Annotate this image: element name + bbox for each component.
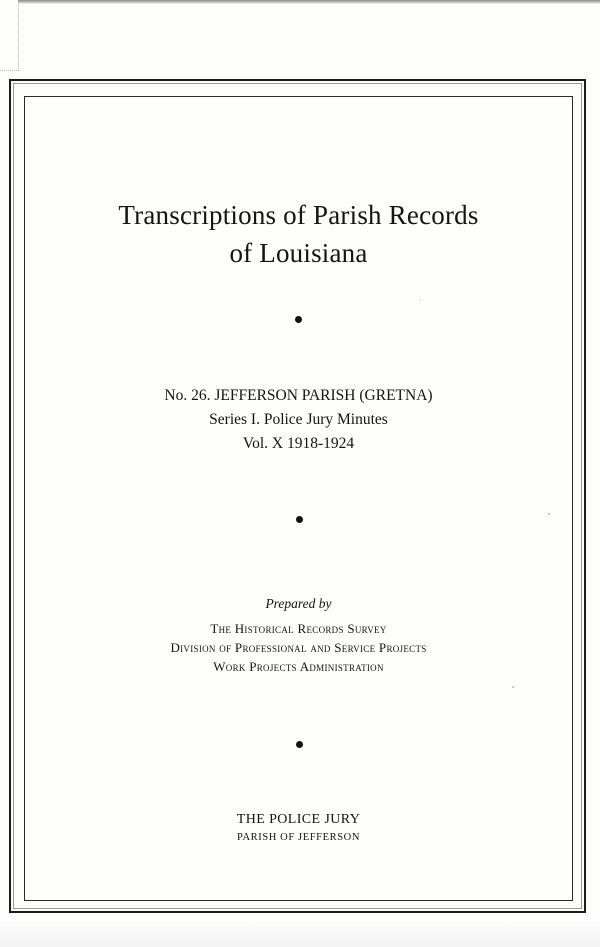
scan-speck [512,686,514,688]
org-line-2: Division of Professional and Service Projects [170,640,427,655]
title-line-1: Transcriptions of Parish Records [118,200,479,231]
org-line-3: Work Projects Administration [213,659,384,674]
publisher-section [24,810,573,846]
ornament-bullet-2 [296,516,303,523]
series-number-line: No. 26. JEFFERSON PARISH (GRETNA) [164,387,433,404]
scan-bottom-margin [0,918,600,947]
org-line-1: The Historical Records Survey [210,621,387,636]
prepared-by-section [24,594,573,676]
scan-corner-mark [0,0,19,71]
publisher-name: THE POLICE JURY [236,812,361,827]
volume-line: Vol. X 1918-1924 [242,435,355,452]
publisher-subtitle: PARISH OF JEFFERSON [236,832,361,843]
ornament-bullet-3 [296,741,303,748]
prepared-by-label: Prepared by [265,596,332,611]
scan-speck [420,300,421,301]
scan-speck [548,513,550,515]
document-title [24,196,573,272]
series-name-line: Series I. Police Jury Minutes [209,411,388,428]
series-info [24,384,573,456]
ornament-bullet-1 [295,316,302,323]
title-line-2: of Louisiana [229,238,368,269]
scan-top-edge [18,0,600,4]
